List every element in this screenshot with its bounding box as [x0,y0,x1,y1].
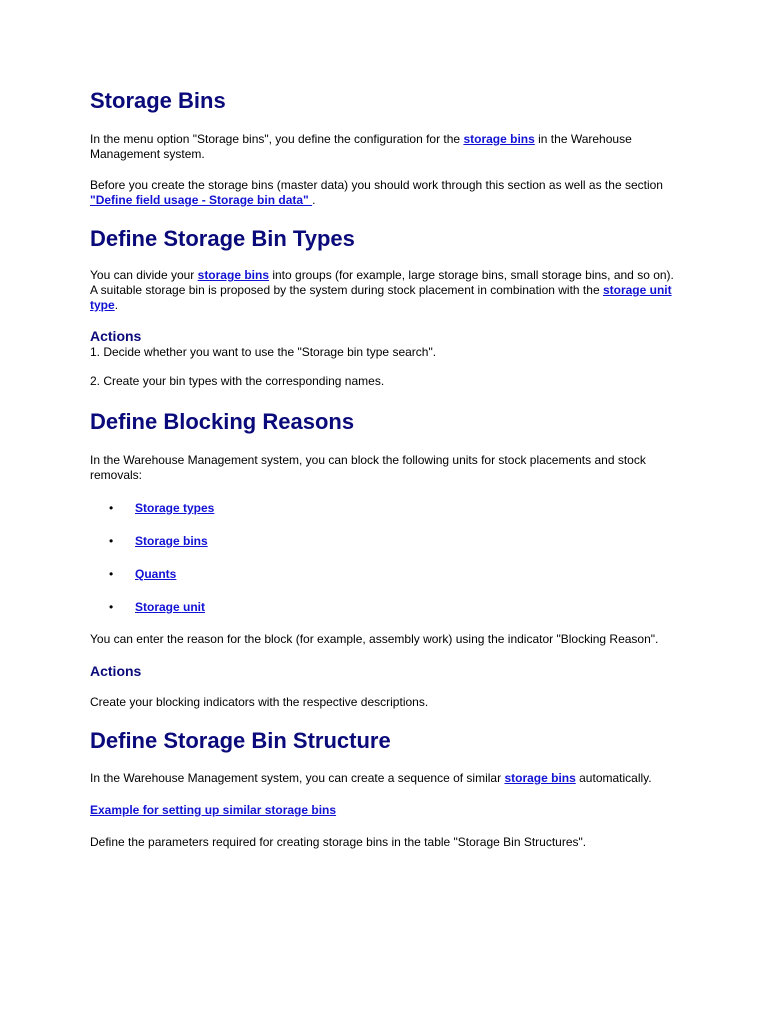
storage-bin-structure-paragraph [90,771,680,786]
storage-bins-link[interactable]: storage bins [463,132,535,146]
list-item [90,534,680,549]
text-segment: in the Warehouse Management system. [90,132,632,161]
example-similar-storage-bins-link[interactable]: Example for setting up similar storage bins [90,803,337,817]
storage-bins-link[interactable]: storage bins [197,268,269,282]
storage-bin-structures-paragraph: Define the parameters required for creating storage bins in the table "Storage Bin Structures". [90,835,587,849]
text-segment: . [312,193,316,207]
list-item [90,600,680,615]
blocking-reason-paragraph: You can enter the reason for the block (for example, assembly work) using the indicator "Blocking Reason". [90,632,659,646]
storage-bins-master-data-paragraph [90,178,680,208]
storage-bins-intro-paragraph [90,132,680,162]
storage-bin-types-paragraph [90,268,680,313]
text-segment: Before you create the storage bins (master data) you should work through this section as well as the section [90,178,663,192]
blocking-reasons-intro-paragraph: In the Warehouse Management system, you can block the following units for stock placements and stock removals: [90,453,646,482]
define-field-usage-link[interactable]: "Define field usage - Storage bin data" [90,193,313,207]
storage-unit-link[interactable]: Storage unit [135,600,206,614]
blocking-units-list [90,501,680,615]
bullet-icon: • [109,600,114,614]
storage-bins-link[interactable]: storage bins [504,771,576,785]
text-segment: In the menu option "Storage bins", you define the configuration for the [90,132,464,146]
text-segment: automatically. [575,771,652,785]
actions-heading: Actions [90,663,142,679]
quants-link[interactable]: Quants [135,567,177,581]
action-step-1: 1. Decide whether you want to use the "Storage bin type search". [90,345,437,359]
list-item [90,501,680,516]
text-segment: In the Warehouse Management system, you can create a sequence of similar [90,771,505,785]
heading-storage-bins: Storage Bins [90,88,226,113]
document-content [90,86,680,850]
storage-types-link[interactable]: Storage types [135,501,215,515]
heading-define-storage-bin-structure: Define Storage Bin Structure [90,728,391,753]
text-segment: into groups (for example, large storage bins, small storage bins, and so on). A suitable storage bin is proposed by the system during stock placement in combination with the [90,268,674,297]
example-link-paragraph [90,803,680,818]
storage-bins-link[interactable]: Storage bins [135,534,208,548]
heading-define-storage-bin-types: Define Storage Bin Types [90,226,355,251]
text-segment: . [114,298,119,312]
action-step: Create your blocking indicators with the respective descriptions. [90,695,429,709]
list-item [90,567,680,582]
action-step-2: 2. Create your bin types with the corresponding names. [90,374,385,388]
storage-unit-type-link[interactable]: storage unit type [90,283,672,312]
actions-heading: Actions [90,328,142,344]
bullet-icon: • [109,501,114,515]
text-segment: You can divide your [90,268,198,282]
heading-define-blocking-reasons: Define Blocking Reasons [90,409,355,434]
bullet-icon: • [109,534,114,548]
bullet-icon: • [109,567,114,581]
